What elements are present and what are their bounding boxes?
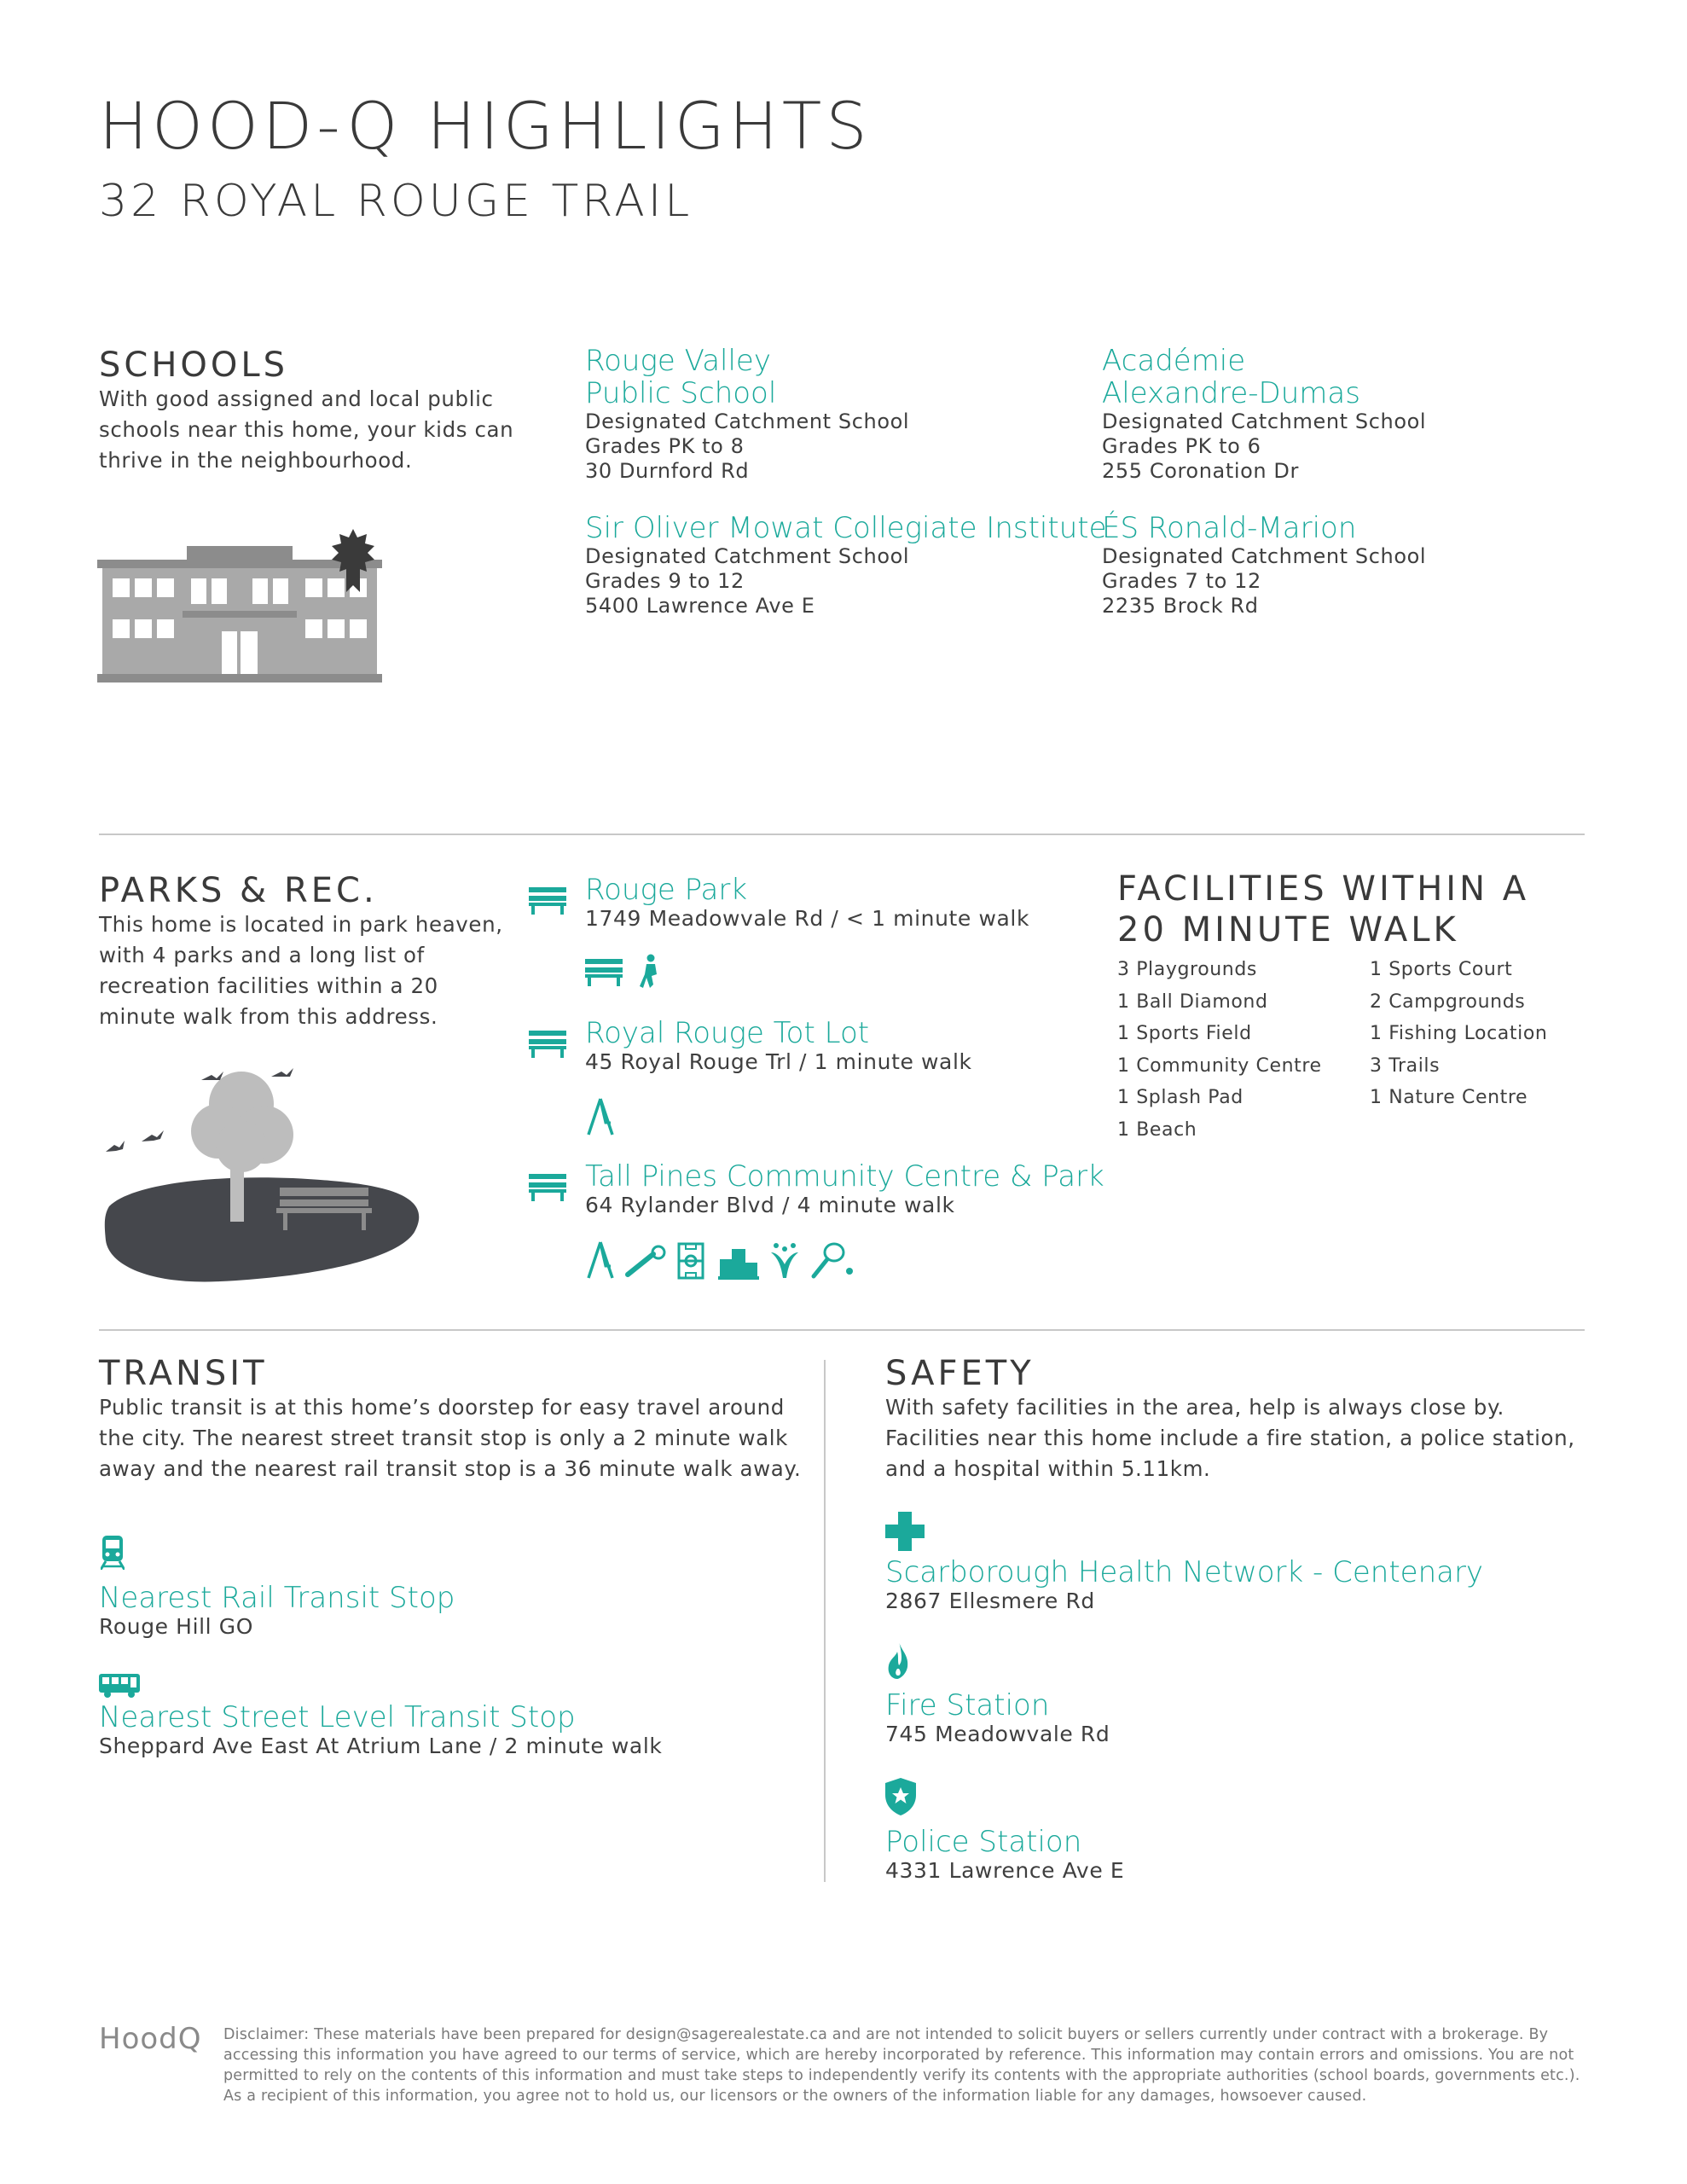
schools-title: SCHOOLS — [99, 346, 289, 385]
school-name[interactable]: Sir Oliver Mowat Collegiate Institute — [585, 511, 1107, 545]
list-item: 1 Nature Centre — [1370, 1087, 1528, 1108]
park-item — [585, 1160, 1104, 1218]
bench-icon — [529, 1031, 566, 1058]
school-type: Designated Catchment School — [1102, 410, 1427, 433]
safety-value: 745 Meadowvale Rd — [885, 1722, 1110, 1746]
school-item — [585, 512, 1107, 619]
school-grades: Grades 9 to 12 — [585, 569, 745, 593]
park-name[interactable]: Tall Pines Community Centre & Park — [585, 1159, 1104, 1194]
police-shield-icon — [885, 1778, 916, 1815]
field-icon — [679, 1244, 703, 1278]
page-title: HOOD-Q HIGHLIGHTS — [99, 88, 872, 164]
facilities-title: FACILITIES WITHIN A — [1117, 869, 1530, 909]
list-item: 1 Fishing Location — [1370, 1023, 1548, 1044]
tennis-icon — [814, 1244, 853, 1276]
column-divider — [824, 1360, 826, 1882]
school-item — [1102, 345, 1426, 484]
transit-label[interactable]: Nearest Rail Transit Stop — [99, 1581, 455, 1615]
baseball-icon — [628, 1246, 664, 1275]
park-name[interactable]: Rouge Park — [585, 873, 748, 907]
school-name[interactable]: Rouge Valley — [585, 344, 771, 378]
school-address: 30 Durnford Rd — [585, 459, 750, 483]
disclaimer: Disclaimer: These materials have been prepared for design@sagerealestate.ca and are not intended to solicit buyers or sellers currently under contract with a brokerage. By accessing this information you have agreed to our terms of service, which are hereby incorporated by reference. This information may contain errors and omissions. You are not permitted to rely on the contents of this information and must take steps to independently verify its contents with the appropriate authorities (school boards, governments etc.). As a recipient of this information, you agree not to hold us, our licensors or the owners of the information liable for any damages, howsoever caused. — [223, 2026, 1580, 2105]
safety-title: SAFETY — [885, 1354, 1035, 1393]
building-icon — [718, 1249, 759, 1280]
school-type: Designated Catchment School — [1102, 544, 1427, 568]
swing-icon — [585, 1097, 619, 1136]
park-amenities — [585, 954, 670, 991]
safety-item — [885, 1826, 1124, 1884]
transit-item — [99, 1701, 662, 1759]
safety-label[interactable]: Fire Station — [885, 1688, 1050, 1722]
park-item — [585, 1017, 972, 1075]
page-address: 32 ROYAL ROUGE TRAIL — [99, 176, 693, 227]
parks-title: PARKS & REC. — [99, 871, 378, 910]
school-name[interactable]: Académie — [1102, 344, 1246, 378]
list-item: 3 Playgrounds — [1117, 959, 1257, 980]
facilities-title: 20 MINUTE WALK — [1117, 910, 1459, 950]
park-detail: 45 Royal Rouge Trl / 1 minute walk — [585, 1049, 972, 1074]
bench-icon — [529, 1174, 566, 1201]
school-item — [1102, 512, 1426, 619]
safety-value: 4331 Lawrence Ave E — [885, 1858, 1125, 1883]
school-item — [585, 345, 909, 484]
section-divider — [99, 834, 1585, 835]
parks-description: This home is located in park heaven, with 4 parks and a long list of recreation facilities within a 20 minute walk from this address. — [99, 912, 503, 1029]
section-divider — [99, 1329, 1585, 1331]
school-grades: Grades PK to 6 — [1102, 434, 1261, 458]
school-address: 2235 Brock Rd — [1102, 594, 1259, 618]
list-item: 1 Community Centre — [1117, 1054, 1322, 1077]
medical-cross-icon — [885, 1512, 925, 1551]
safety-value: 2867 Ellesmere Rd — [885, 1589, 1095, 1613]
transit-value: Rouge Hill GO — [99, 1614, 254, 1639]
list-item: 1 Sports Court — [1370, 959, 1513, 980]
safety-item — [885, 1556, 1483, 1614]
bus-icon — [99, 1674, 140, 1698]
runner-icon — [640, 955, 657, 989]
school-address: 255 Coronation Dr — [1102, 459, 1299, 483]
park-detail: 1749 Meadowvale Rd / < 1 minute walk — [585, 906, 1030, 931]
school-grades: Grades PK to 8 — [585, 434, 745, 458]
splash-icon — [771, 1243, 798, 1278]
school-name[interactable]: Public School — [585, 376, 777, 410]
schools-description: With good assigned and local public schools near this home, your kids can thrive in the neighbourhood. — [99, 386, 514, 473]
transit-value: Sheppard Ave East At Atrium Lane / 2 minute walk — [99, 1734, 663, 1758]
school-name[interactable]: ÉS Ronald-Marion — [1102, 511, 1357, 545]
facilities-list — [1370, 954, 1547, 1114]
list-item: 1 Beach — [1117, 1118, 1197, 1141]
safety-label[interactable]: Police Station — [885, 1825, 1082, 1859]
transit-title: TRANSIT — [99, 1354, 268, 1393]
school-type: Designated Catchment School — [585, 410, 910, 433]
school-building-icon — [97, 529, 404, 682]
park-amenities — [585, 1240, 858, 1281]
list-item: 3 Trails — [1370, 1054, 1441, 1077]
park-item — [585, 874, 1029, 932]
facilities-list — [1117, 954, 1322, 1146]
park-illustration-icon — [101, 1053, 425, 1293]
list-item: 1 Sports Field — [1117, 1023, 1252, 1044]
safety-label[interactable]: Scarborough Health Network - Centenary — [885, 1555, 1484, 1589]
list-item: 2 Campgrounds — [1370, 990, 1526, 1013]
flame-icon — [887, 1641, 909, 1679]
list-item: 1 Ball Diamond — [1117, 990, 1268, 1013]
school-address: 5400 Lawrence Ave E — [585, 594, 815, 618]
school-name[interactable]: Alexandre-Dumas — [1102, 376, 1360, 410]
school-type: Designated Catchment School — [585, 544, 910, 568]
park-name[interactable]: Royal Rouge Tot Lot — [585, 1016, 870, 1050]
bench-icon — [529, 887, 566, 915]
list-item: 1 Splash Pad — [1117, 1087, 1244, 1108]
transit-item — [99, 1582, 455, 1640]
school-grades: Grades 7 to 12 — [1102, 569, 1261, 593]
safety-description: With safety facilities in the area, help is always close by. Facilities near this home include a fire station, a police station, and a hospital within 5.11km. — [885, 1395, 1575, 1481]
transit-label[interactable]: Nearest Street Level Transit Stop — [99, 1700, 576, 1734]
hoodq-logo: HoodQ — [99, 2022, 202, 2056]
park-detail: 64 Rylander Blvd / 4 minute walk — [585, 1193, 955, 1217]
safety-item — [885, 1689, 1110, 1747]
transit-description: Public transit is at this home’s doorstep for easy travel around the city. The nearest street transit stop is only a 2 minute walk away and the nearest rail transit stop is a 36 minute walk away. — [99, 1395, 802, 1481]
bench-icon — [585, 959, 623, 986]
train-icon — [101, 1536, 125, 1570]
swing-icon — [588, 1242, 612, 1278]
